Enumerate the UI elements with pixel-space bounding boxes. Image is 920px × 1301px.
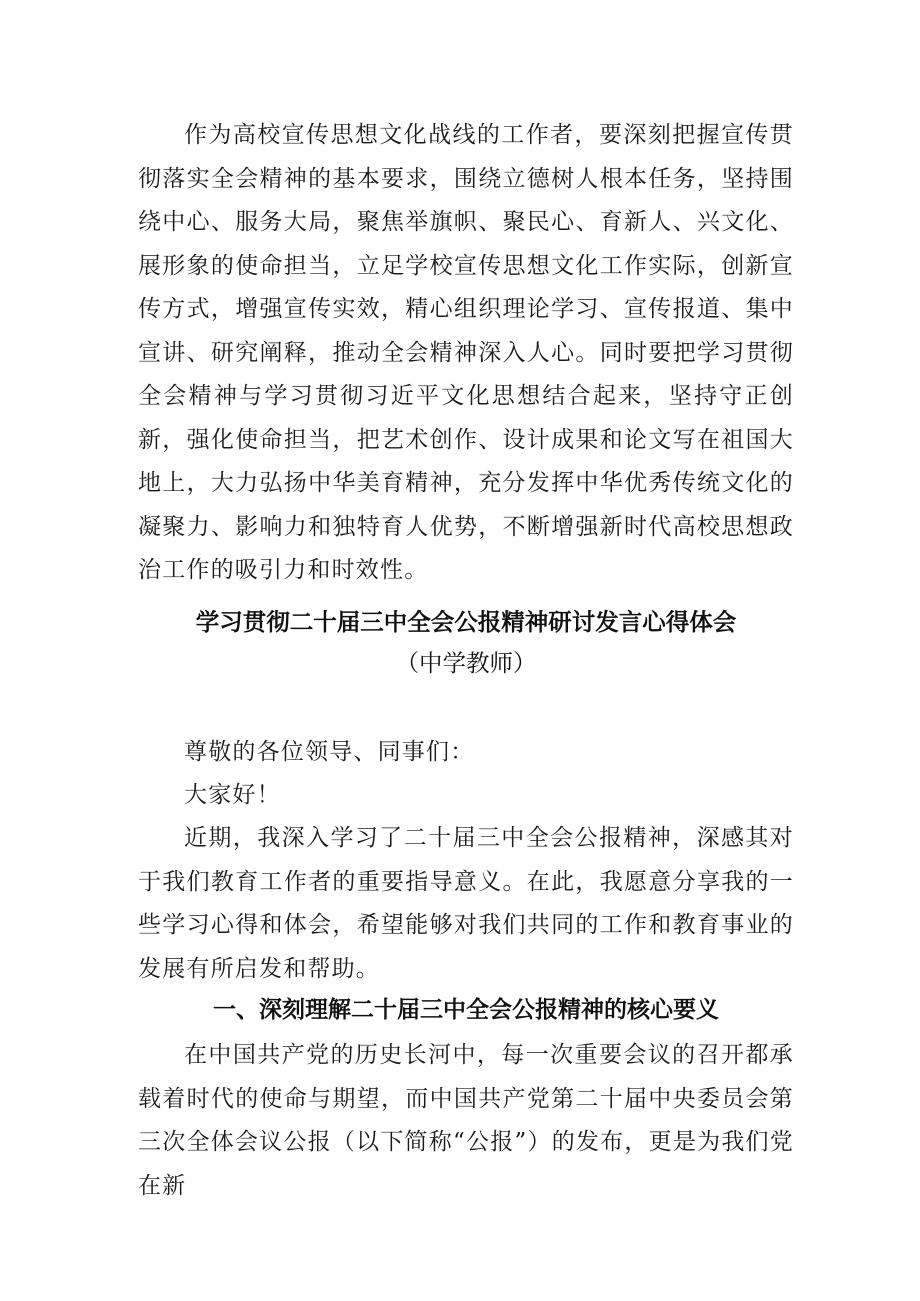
intro-paragraph: 作为高校宣传思想文化战线的工作者，要深刻把握宣传贯彻落实全会精神的基本要求，围绕立德树人根本任务，坚持围绕中心、服务大局，聚焦举旗帜、聚民心、育新人、兴文化、展形象的使命担当，立足学校宣传思想文化工作实际，创新宣传方式，增强宣传实效，精心组织理论学习、宣传报道、集中宣讲、研究阐释，推动全会精神深入人心。同时要把学习贯彻全会精神与学习贯彻习近平文化思想结合起来，坚持守正创新，强化使命担当，把艺术创作、设计成果和论文写在祖国大地上，大力弘扬中华美育精神，充分发挥中华优秀传统文化的凝聚力、影响力和独特育人优势，不断增强新时代高校思想政治工作的吸引力和时效性。 [138,122,794,583]
document-subtitle: （中学教师） [395,649,537,677]
greeting: 大家好！ [184,782,281,808]
document-title: 学习贯彻二十届三中全会公报精神研讨发言心得体会 [195,608,737,636]
salutation: 尊敬的各位领导、同事们： [184,739,475,765]
opening-paragraph: 近期，我深入学习了二十届三中全会公报精神，深感其对于我们教育工作者的重要指导意义。在此，我愿意分享我的一些学习心得和体会，希望能够对我们共同的工作和教育事业的发展有所启发和帮助。 [138,825,794,982]
section-paragraph: 在中国共产党的历史长河中，每一次重要会议的召开都承载着时代的使命与期望，而中国共产党第二十届中央委员会第三次全体会议公报（以下简称“公报”）的发布，更是为我们党在新 [138,1042,794,1199]
section-heading: 一、深刻理解二十届三中全会公报精神的核心要义 [213,997,719,1023]
